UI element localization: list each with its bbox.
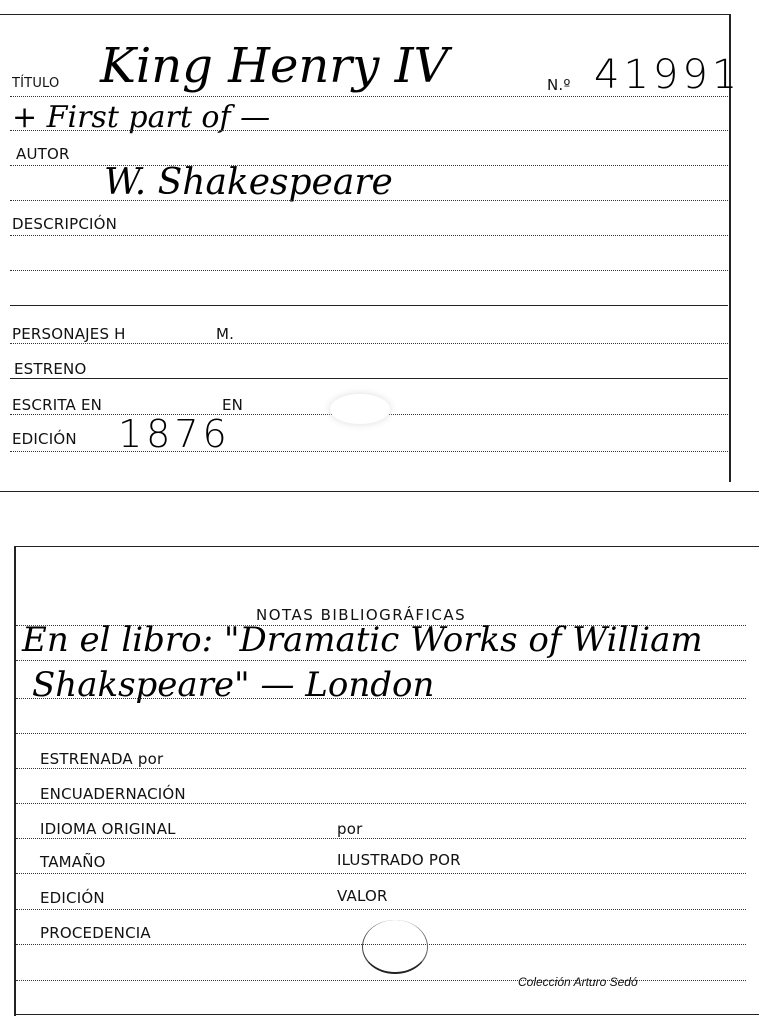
card-top-edge: [0, 14, 729, 15]
idioma-label: IDIOMA ORIGINAL: [40, 820, 176, 838]
edicion-label: EDICIÓN: [12, 430, 77, 448]
notas-line2: [16, 660, 746, 661]
edicion-value: 1876: [118, 412, 231, 456]
descripcion-line3: [10, 305, 728, 306]
catalog-card-front: [0, 0, 759, 495]
ilustrado-label: ILUSTRADO POR: [337, 851, 461, 869]
card-left-border: [14, 546, 16, 1016]
tamano-line: [16, 873, 746, 874]
autor-label: AUTOR: [16, 145, 70, 163]
personajes-line: [10, 343, 728, 344]
estrenada-line: [16, 768, 746, 769]
estreno-line: [10, 378, 728, 379]
smudge-mark: [330, 394, 390, 424]
numero-value: 41991: [594, 52, 742, 98]
titulo-line2-value: + First part of —: [12, 100, 271, 135]
titulo-label: TÍTULO: [12, 76, 60, 91]
descripcion-label: DESCRIPCIÓN: [12, 215, 118, 233]
titulo-line: [10, 96, 728, 97]
card-bottom-edge-back: [14, 1014, 759, 1015]
idioma-por-label: por: [337, 820, 363, 838]
edicion-back-line: [16, 909, 746, 910]
idioma-line: [16, 838, 746, 839]
notas-line4: [16, 733, 746, 734]
collection-credit: Colección Arturo Sedó: [518, 975, 638, 989]
tamano-label: TAMAÑO: [40, 853, 106, 871]
titulo-value: King Henry IV: [100, 38, 449, 94]
encuadernacion-label: ENCUADERNACIÓN: [40, 785, 186, 803]
notas-line3: [16, 698, 746, 699]
notas-label: NOTAS BIBLIOGRÁFICAS: [256, 606, 467, 624]
stamp-circle: [362, 920, 428, 974]
estreno-label: ESTRENO: [14, 360, 87, 378]
personajes-label: PERSONAJES H: [12, 325, 126, 343]
autor-line2: [10, 200, 728, 201]
autor-value: W. Shakespeare: [104, 162, 393, 203]
edicion-back-label: EDICIÓN: [40, 889, 105, 907]
descripcion-line: [10, 235, 728, 236]
valor-label: VALOR: [337, 887, 388, 905]
estrenada-label: ESTRENADA por: [40, 750, 164, 768]
descripcion-line2: [10, 270, 728, 271]
numero-label: N.º: [547, 76, 571, 94]
escrita-en-label: EN: [222, 396, 244, 414]
titulo-line2: [10, 130, 728, 131]
escrita-label: ESCRITA EN: [12, 396, 103, 414]
personajes-m-label: M.: [216, 325, 235, 343]
card-top-edge-back: [14, 546, 759, 547]
edicion-line: [10, 451, 728, 452]
notas-line1-value: En el libro: "Dramatic Works of William: [22, 620, 703, 660]
catalog-card-back: [0, 520, 759, 1028]
procedencia-label: PROCEDENCIA: [40, 924, 151, 942]
card-bottom-edge: [0, 491, 759, 492]
notas-line2-value: Shakspeare" — London: [32, 665, 435, 705]
encuadernacion-line: [16, 803, 746, 804]
